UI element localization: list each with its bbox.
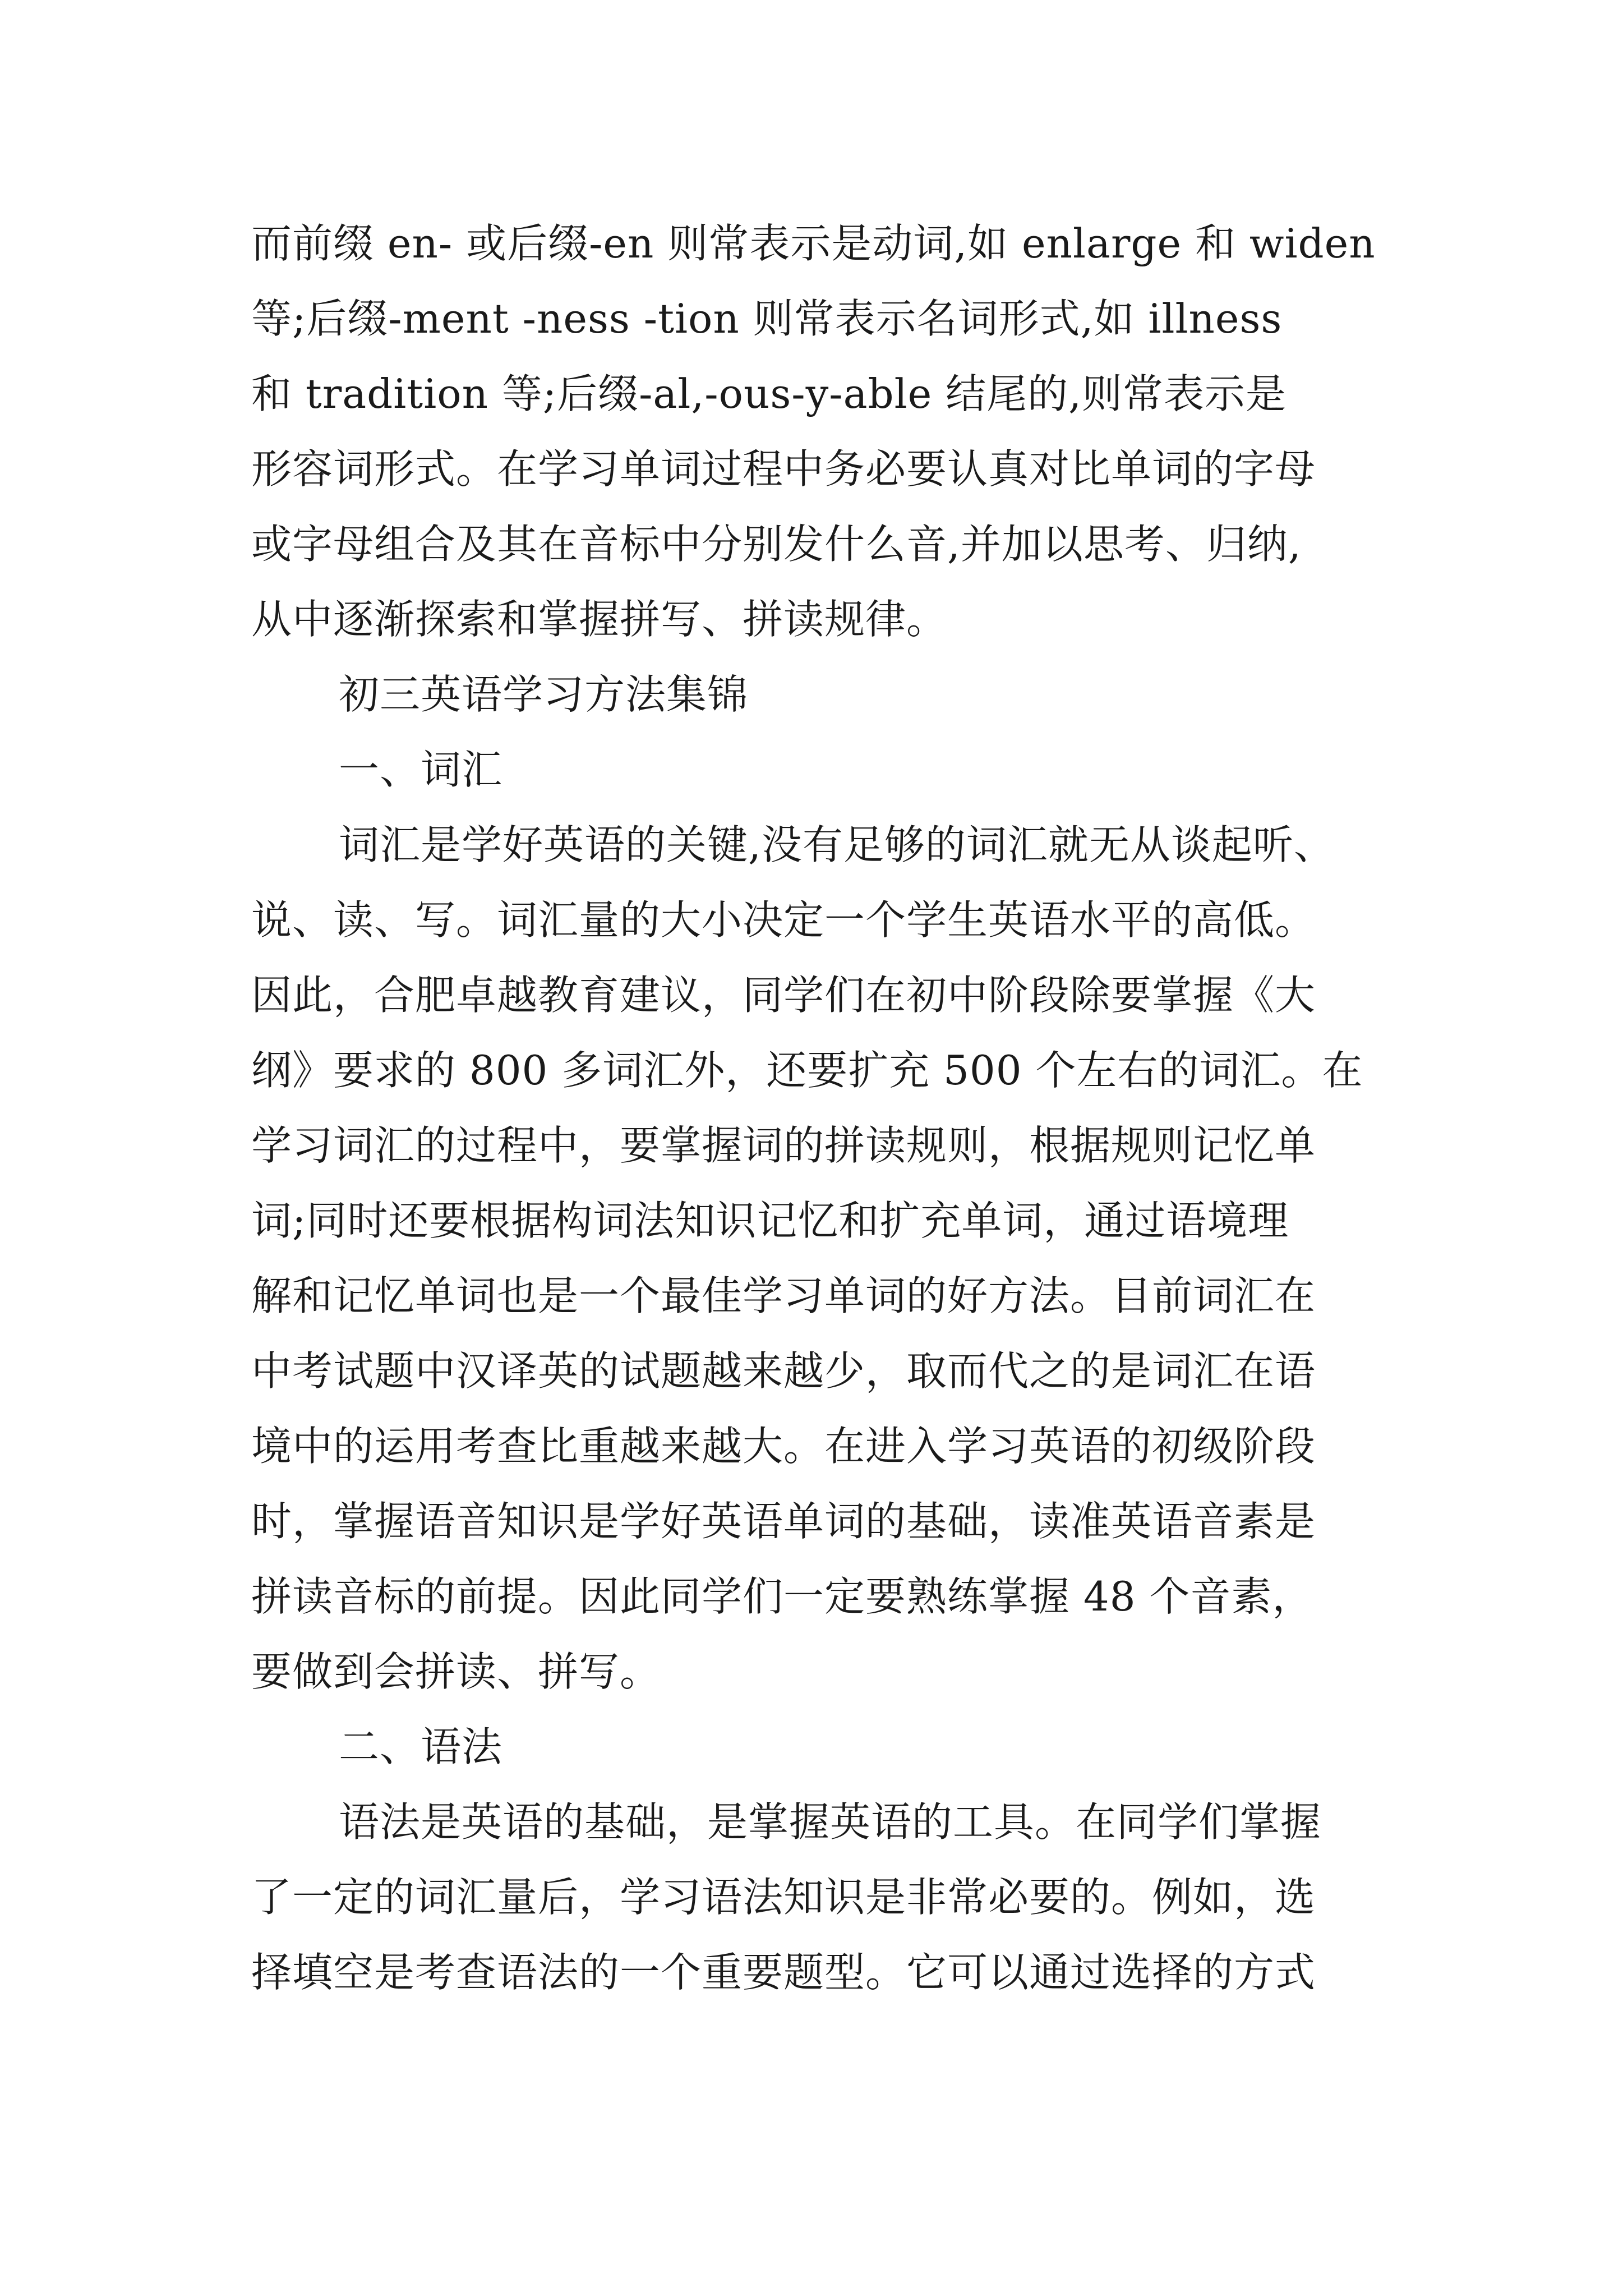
text-line: 因此，合肥卓越教育建议，同学们在初中阶段除要掌握《大 [251, 972, 1316, 1019]
text-line: 从中逐渐探索和掌握拼写、拼读规律。 [251, 596, 948, 643]
text-line: 纲》要求的 800 多词汇外，还要扩充 500 个左右的词汇。在 [251, 1047, 1363, 1094]
text-line: 说、读、写。词汇量的大小决定一个学生英语水平的高低。 [251, 896, 1316, 944]
section-title: 初三英语学习方法集锦 [339, 671, 749, 718]
text-line: 等;后缀-ment -ness -tion 则常表示名词形式,如 illness [251, 295, 1283, 342]
section-heading-vocabulary: 一、词汇 [339, 746, 503, 793]
text-line: 时，掌握语音知识是学好英语单词的基础，读准英语音素是 [251, 1498, 1316, 1545]
text-line: 要做到会拼读、拼写。 [251, 1648, 661, 1695]
text-line: 和 tradition 等;后缀-al,-ous-y-able 结尾的,则常表示是 [251, 370, 1287, 417]
text-line: 学习词汇的过程中，要掌握词的拼读规则，根据规则记忆单 [251, 1122, 1316, 1169]
text-line: 解和记忆单词也是一个最佳学习单词的好方法。目前词汇在 [251, 1272, 1316, 1319]
text-line: 中考试题中汉译英的试题越来越少，取而代之的是词汇在语 [251, 1347, 1316, 1395]
text-line: 了一定的词汇量后，学习语法知识是非常必要的。例如，选 [251, 1874, 1316, 1921]
text-line: 词汇是学好英语的关键,没有足够的词汇就无从谈起听、 [339, 821, 1335, 868]
text-line: 境中的运用考查比重越来越大。在进入学习英语的初级阶段 [251, 1423, 1316, 1470]
text-line: 或字母组合及其在音标中分别发什么音,并加以思考、归纳, [251, 521, 1302, 568]
text-line: 择填空是考查语法的一个重要题型。它可以通过选择的方式 [251, 1949, 1316, 1996]
text-line: 拼读音标的前提。因此同学们一定要熟练掌握 48 个音素， [251, 1573, 1313, 1620]
text-line: 词;同时还要根据构词法知识记忆和扩充单词，通过语境理 [251, 1197, 1289, 1244]
section-heading-grammar: 二、语法 [339, 1723, 503, 1770]
text-line: 形容词形式。在学习单词过程中务必要认真对比单词的字母 [251, 445, 1316, 493]
text-line: 语法是英语的基础，是掌握英语的工具。在同学们掌握 [339, 1798, 1322, 1846]
text-line: 而前缀 en- 或后缀-en 则常表示是动词,如 enlarge 和 widen [251, 220, 1376, 267]
